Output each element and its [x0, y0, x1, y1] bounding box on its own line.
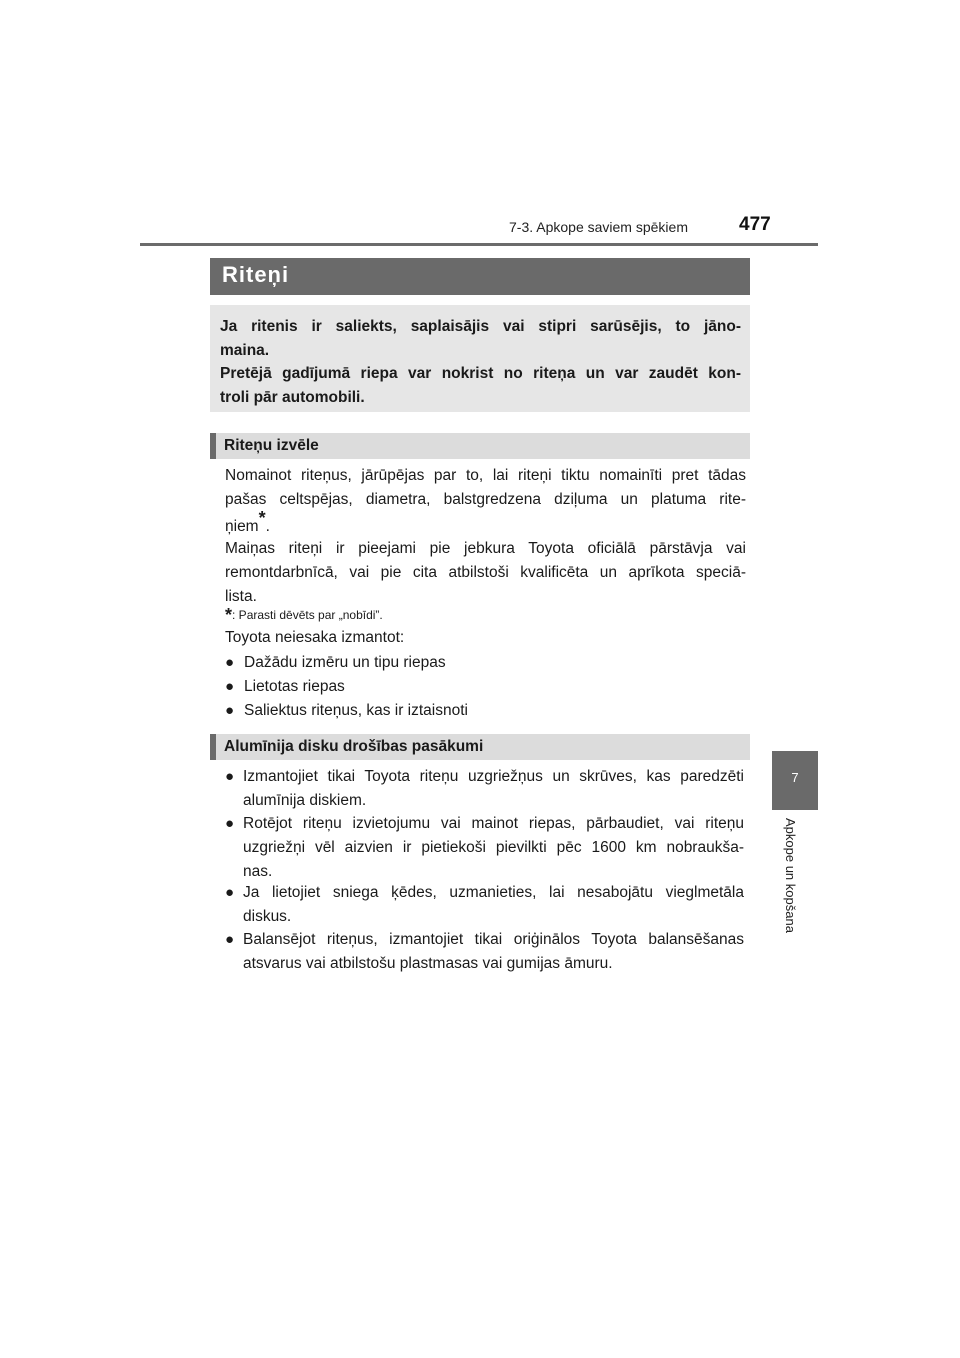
bullet-icon: ●	[225, 702, 235, 719]
intro-line: troli pār automobili.	[220, 389, 365, 406]
section-marker	[210, 433, 216, 459]
list-item-text: Lietotas riepas	[244, 678, 345, 695]
bullet-icon: ●	[225, 678, 235, 695]
list-item-text: Rotējot riteņu izvietojumu vai mainot riepas, pārbaudiet, vai riteņu	[243, 815, 744, 832]
bullet-icon: ●	[225, 931, 235, 948]
list-item-text: diskus.	[243, 908, 292, 925]
list-item	[225, 678, 345, 696]
list-item-text: Izmantojiet tikai Toyota riteņu uzgriežņus un skrūves, kas paredzēti	[243, 768, 744, 785]
intro-line: Pretējā gadījumā riepa var nokrist no riteņa un var zaudēt kon-	[220, 365, 741, 382]
section-heading-aluminium-precautions: Alumīnija disku drošības pasākumi	[224, 738, 484, 755]
paragraph-text: .	[265, 518, 270, 535]
list-item-text: Ja lietojiet sniega ķēdes, uzmanieties, lai nesabojātu vieglmetāla	[243, 884, 744, 901]
list-item-text: Balansējot riteņus, izmantojiet tikai oriģinālos Toyota balansēšanas	[243, 931, 744, 948]
footnote	[225, 603, 383, 624]
title-bar	[210, 258, 750, 295]
list-item-text: Dažādu izmēru un tipu riepas	[244, 654, 446, 671]
list-item	[225, 702, 468, 720]
header-rule	[140, 243, 818, 246]
paragraph-line: Nomainot riteņus, jārūpējas par to, lai riteņi tiktu nomainīti pret tādas	[225, 467, 746, 484]
list-item	[225, 654, 446, 672]
list-item	[225, 884, 744, 925]
footnote-text: : Parasti dēvēts par „nobīdi”.	[232, 608, 383, 622]
bullet-icon: ●	[225, 884, 235, 901]
footnote-marker: *	[225, 605, 233, 625]
list-item	[225, 931, 744, 972]
list-item-text: atsvarus vai atbilstošu plastmasas vai gumijas āmuru.	[243, 955, 613, 972]
page-title: Riteņi	[222, 262, 290, 287]
list-item-text: nas.	[243, 863, 273, 880]
list-item-text: alumīnija diskiem.	[243, 792, 367, 809]
intro-line: Ja ritenis ir saliekts, saplaisājis vai stipri sarūsējis, to jāno-	[220, 318, 741, 335]
recommendation-text: Toyota neiesaka izmantot:	[225, 629, 405, 646]
bullet-icon: ●	[225, 815, 235, 832]
section-marker	[210, 734, 216, 760]
paragraph-text: ņiem	[225, 518, 259, 535]
paragraph-line	[225, 508, 270, 536]
bullet-icon: ●	[225, 768, 235, 785]
chapter-number: 7	[791, 770, 799, 785]
list-item-text: uzgriežņi vēl aizvien ir pietiekoši pievilkti pēc 1600 km nobraukša-	[243, 839, 744, 856]
section-heading-wheel-choice: Riteņu izvēle	[224, 437, 319, 454]
chapter-side-label: Apkope un kopšana	[783, 818, 798, 933]
list-item	[225, 815, 744, 880]
bullet-icon: ●	[225, 654, 235, 671]
page-header-section: 7-3. Apkope saviem spēkiem	[509, 219, 688, 235]
paragraph-line: Maiņas riteņi ir pieejami pie jebkura Toyota oficiālā pārstāvja vai	[225, 540, 746, 557]
list-item-text: Saliektus riteņus, kas ir iztaisnoti	[244, 702, 468, 719]
intro-line: maina.	[220, 342, 270, 359]
paragraph-line: lista.	[225, 588, 257, 605]
footnote-marker: *	[258, 508, 266, 528]
list-item	[225, 768, 744, 809]
paragraph-line: remontdarbnīcā, vai pie cita atbilstoši kvalificēta un aprīkota speciā-	[225, 564, 746, 581]
page-number: 477	[739, 214, 771, 235]
paragraph-line: pašas celtspējas, diametra, balstgredzena dziļuma un platuma rite-	[225, 491, 746, 508]
